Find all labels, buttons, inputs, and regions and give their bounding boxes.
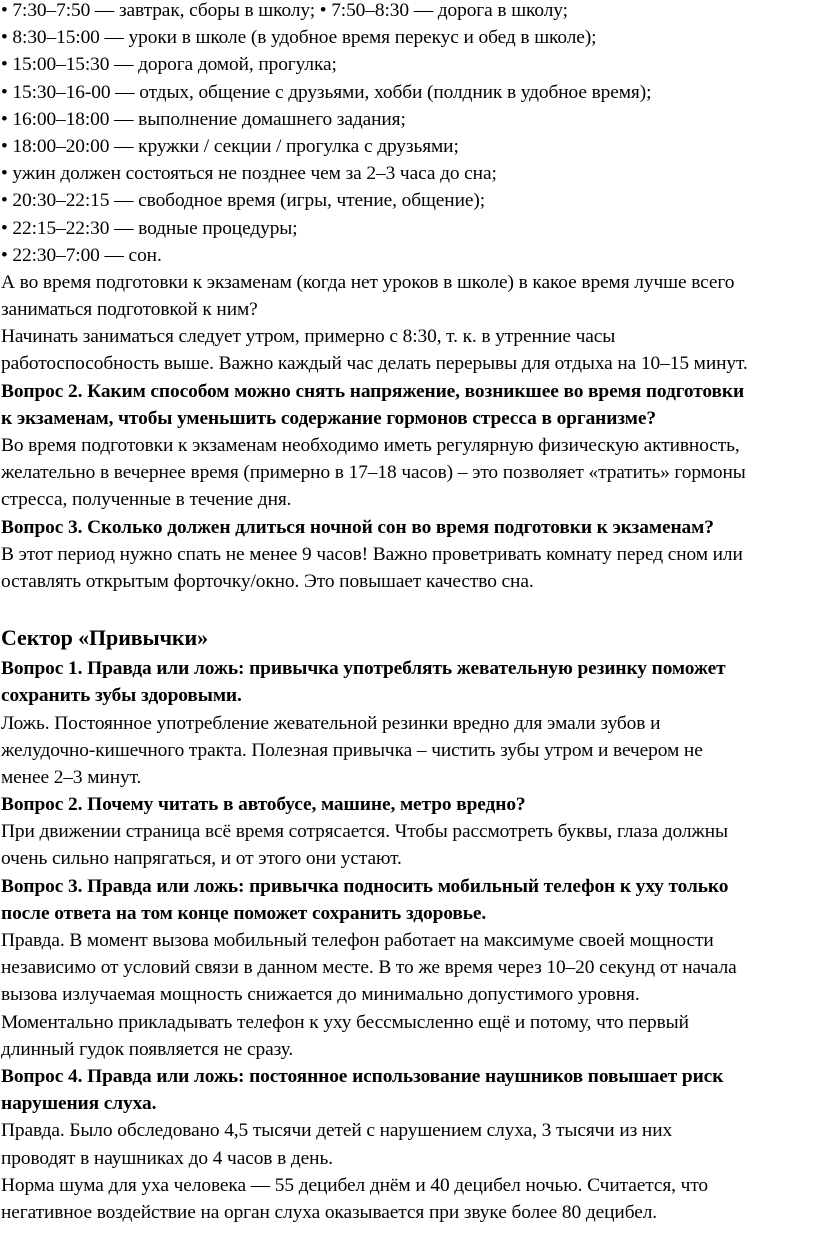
schedule-item: • 8:30–15:00 — уроки в школе (в удобное время перекус и обед в школе); [1,27,597,49]
schedule-item: • 15:00–15:30 — дорога домой, прогулка; [1,54,337,76]
paragraph-line: заниматься подготовкой к ним? [1,299,258,321]
paragraph-line: оставлять открытым форточку/окно. Это повышает качество сна. [1,570,534,592]
question-title-line: к экзаменам, чтобы уменьшить содержание гормонов стресса в организме? [1,407,656,429]
question-2-title [1,378,816,432]
paragraph-line: Во время подготовки к экзаменам необходимо иметь регулярную физическую активность, [1,435,740,456]
paragraph-line: Правда. Было обследовано 4,5 тысячи детей с нарушением слуха, 3 тысячи из них [1,1120,673,1142]
question-title-line: нарушения слуха. [1,1093,157,1115]
paragraph-line: независимо от условий связи в данном месте. В то же время через 10–20 секунд от начала [1,957,737,979]
habits-question-1-answer [1,710,816,792]
exam-answer [1,323,816,377]
paragraph-line: Норма шума для уха человека — 55 децибел днём и 40 децибел ночью. Считается, что [1,1174,709,1196]
paragraph-line: проводят в наушниках до 4 часов в день. [1,1147,333,1169]
paragraph-line: желательно в вечернее время (примерно в 17–18 часов) – это позволяет «тратить» гормоны [1,462,746,484]
paragraph-line: В этот период нужно спать не менее 9 часов! Важно проветривать комнату перед сном или [1,543,743,565]
paragraph-line: вызова излучаемая мощность снижается до минимально допустимого уровня. [1,984,640,1006]
habits-question-3-title [1,873,816,927]
paragraph-line: желудочно-кишечного тракта. Полезная привычка – чистить зубы утром и вечером не [1,739,703,761]
paragraph-line: При движении страница всё время сотрясается. Чтобы рассмотреть буквы, глаза должны [1,821,728,843]
schedule-item: • 7:30–7:50 — завтрак, сборы в школу; • 7:50–8:30 — дорога в школу; [1,0,568,21]
question-title-line: сохранить зубы здоровыми. [1,685,242,707]
paragraph-line: очень сильно напрягаться, и от этого они устают. [1,848,402,870]
schedule-item: • 22:15–22:30 — водные процедуры; [1,217,298,239]
habits-question-4-title [1,1063,816,1117]
schedule-item: • 22:30–7:00 — сон. [1,244,162,266]
question-title-line: Вопрос 3. Правда или ложь: привычка подносить мобильный телефон к уху только [1,875,729,897]
schedule-item: • ужин должен состояться не позднее чем за 2–3 часа до сна; [1,163,497,185]
paragraph-line: Начинать заниматься следует утром, примерно с 8:30, т. к. в утренние часы [1,326,616,348]
question-title-line: Вопрос 1. Правда или ложь: привычка употреблять жевательную резинку поможет [1,658,726,680]
question-3-answer [1,541,816,595]
paragraph-line: Моментально прикладывать телефон к уху бессмысленно ещё и потому, что первый [1,1011,689,1033]
paragraph-line: негативное воздействие на орган слуха оказывается при звуке более 80 децибел. [1,1201,658,1223]
question-title-line: Вопрос 4. Правда или ложь: постоянное использование наушников повышает риск [1,1065,724,1087]
question-title-line: Вопрос 2. Каким способом можно снять напряжение, возникшее во время подготовки [1,380,745,402]
paragraph-line: длинный гудок появляется не сразу. [1,1038,294,1060]
paragraph-line: Ложь. Постоянное употребление жевательной резинки вредно для эмали зубов и [1,712,661,734]
schedule-item: • 16:00–18:00 — выполнение домашнего задания; [1,108,406,130]
paragraph-line: работоспособность выше. Важно каждый час делать перерывы для отдыха на 10–15 минут. [1,353,748,375]
paragraph-line: А во время подготовки к экзаменам (когда нет уроков в школе) в какое время лучше всего [1,271,735,293]
habits-question-3-answer [1,927,816,1063]
question-2-answer [1,432,816,514]
exam-question [1,269,816,323]
sector-heading: Сектор «Привычки» [1,625,208,651]
habits-question-2-answer [1,818,816,872]
question-title-line: Вопрос 2. Почему читать в автобусе, машине, метро вредно? [1,794,526,816]
schedule-item: • 18:00–20:00 — кружки / секции / прогулка с друзьями; [1,135,459,157]
question-title-line: после ответа на том конце поможет сохранить здоровье. [1,902,487,924]
daily-schedule-list [1,0,816,269]
habits-question-2-title [1,791,816,818]
schedule-item: • 15:30–16-00 — отдых, общение с друзьями, хобби (полдник в удобное время); [1,81,652,103]
paragraph-line: Правда. В момент вызова мобильный телефон работает на максимуме своей мощности [1,930,714,951]
habits-question-1-title [1,655,816,709]
schedule-item: • 20:30–22:15 — свободное время (игры, чтение, общение); [1,190,486,212]
habits-question-4-answer [1,1117,816,1226]
question-3-title [1,514,816,541]
question-title-line: Вопрос 3. Сколько должен длиться ночной сон во время подготовки к экзаменам? [1,516,714,538]
paragraph-line: стресса, полученные в течение дня. [1,489,292,511]
paragraph-line: менее 2–3 минут. [1,766,142,788]
